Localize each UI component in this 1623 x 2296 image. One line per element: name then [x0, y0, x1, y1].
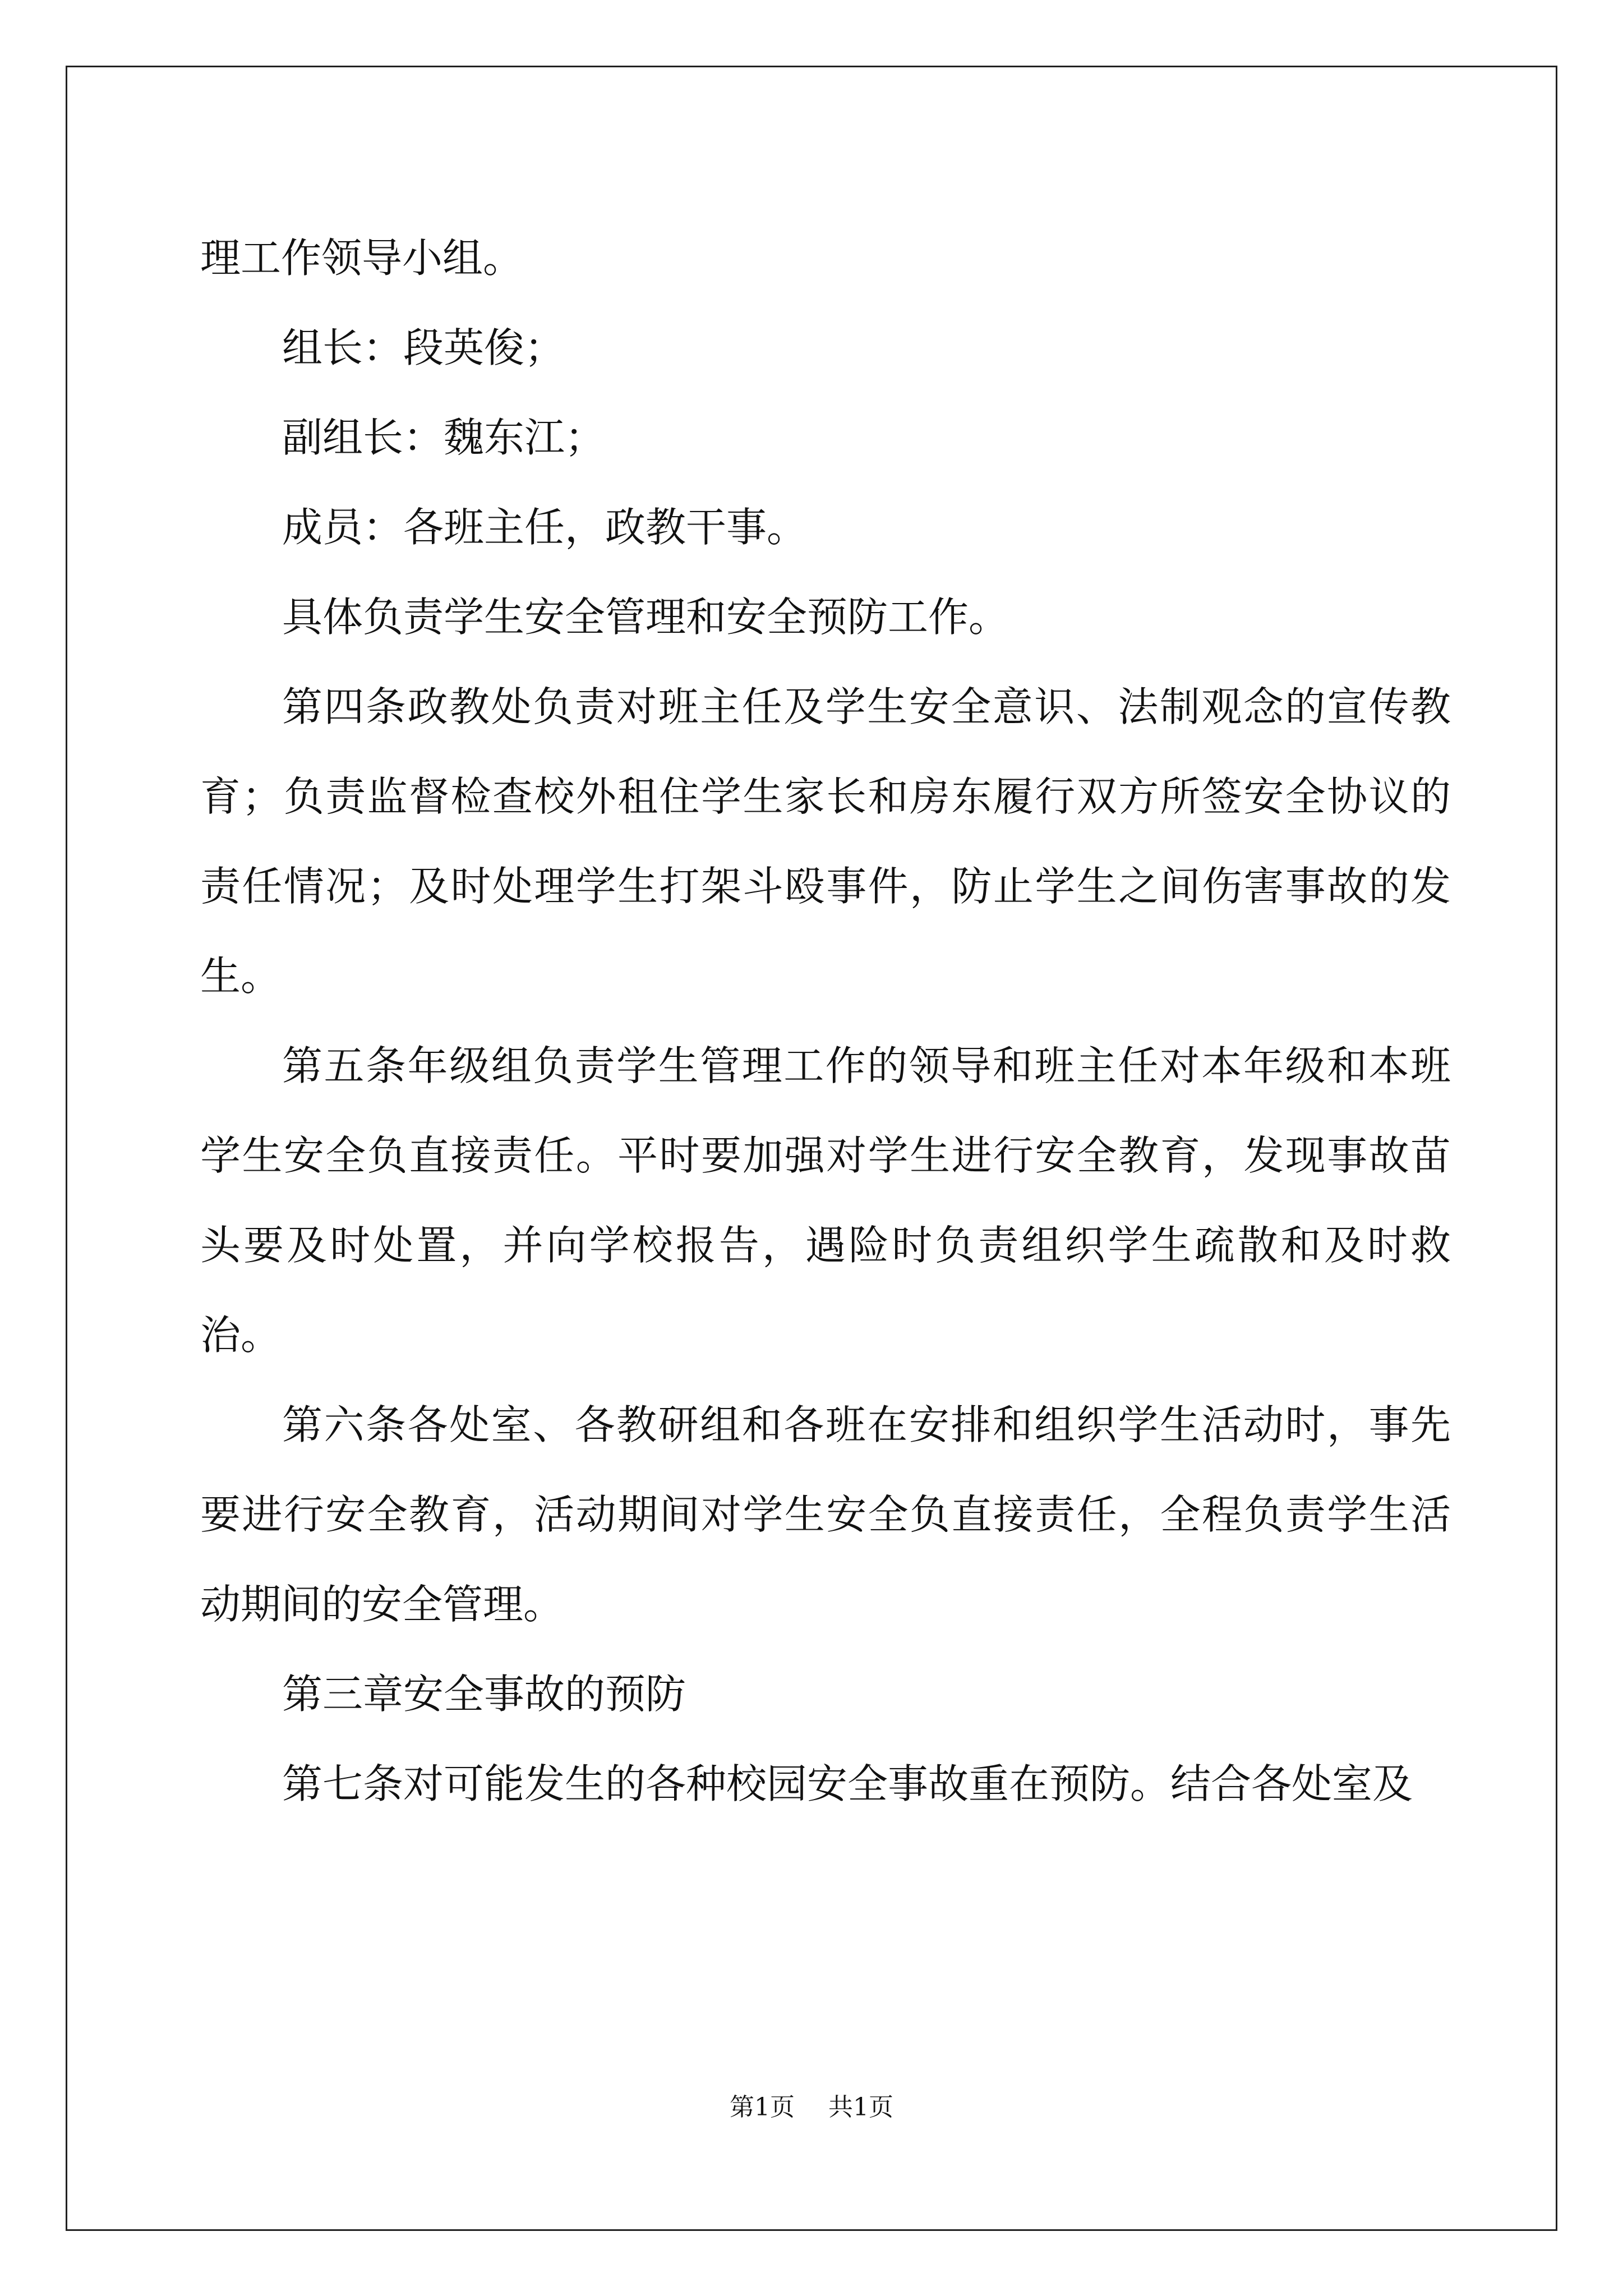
paragraph-6: 第四条政教处负责对班主任及学生安全意识、法制观念的宣传教育；负责监督检查校外租住学生家长和房东履行双方所签安全协议的责任情况；及时处理学生打架斗殴事件，防止学生之间伤害事故的发生。	[200, 683, 1451, 1000]
paragraph-1: 理工作领导小组。	[200, 234, 524, 282]
paragraph-9: 第七条对可能发生的各种校园安全事故重在预防。结合各处室及	[282, 1760, 1413, 1807]
document-body	[200, 213, 1451, 1829]
page-total: 共1页	[828, 2093, 893, 2122]
page-number: 第1页	[730, 2093, 795, 2122]
paragraph-4: 成员：各班主任，政教干事。	[282, 504, 808, 551]
paragraph-5: 具体负责学生安全管理和安全预防工作。	[282, 593, 1009, 641]
page-footer	[0, 2087, 1623, 2123]
paragraph-7: 第五条年级组负责学生管理工作的领导和班主任对本年级和本班学生安全负直接责任。平时要加强对学生进行安全教育，发现事故苗头要及时处置，并向学校报告，遇险时负责组织学生疏散和及时救治。	[200, 1042, 1451, 1359]
section-heading: 第三章安全事故的预防	[282, 1671, 686, 1718]
paragraph-2: 组长：段英俊；	[282, 324, 565, 371]
paragraph-8: 第六条各处室、各教研组和各班在安排和组织学生活动时，事先要进行安全教育，活动期间对学生安全负直接责任，全程负责学生活动期间的安全管理。	[200, 1401, 1451, 1628]
paragraph-3: 副组长：魏东江；	[282, 414, 606, 461]
